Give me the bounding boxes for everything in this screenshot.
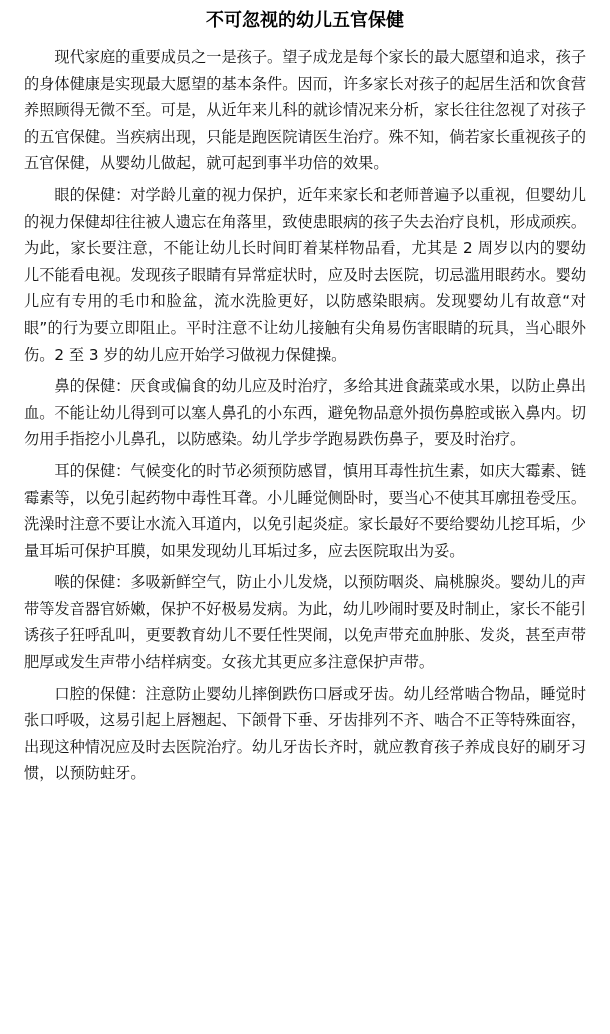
paragraph-nose-care: 鼻的保健：厌食或偏食的幼儿应及时治疗，多给其进食蔬菜或水果，以防止鼻出血。不能让幼儿得到可以塞人鼻孔的小东西，避免物品意外损伤鼻腔或嵌入鼻内。切勿用手指挖小儿鼻孔，以防感染。幼儿学步学跑易跌伤鼻子，要及时治疗。	[24, 377, 586, 449]
paragraph-throat-care: 喉的保健：多吸新鲜空气，防止小儿发烧，以预防咽炎、扁桃腺炎。婴幼儿的声带等发音器官娇嫩，保护不好极易发病。为此，幼儿吵闹时要及时制止，家长不能引诱孩子狂呼乱叫，更要教育幼儿不要任性哭闹，以免声带充血肿胀、发炎，甚至声带肥厚或发生声带小结样病变。女孩尤其更应多注意保护声带。	[24, 573, 586, 672]
paragraph-ear-care: 耳的保健：气候变化的时节必须预防感冒，慎用耳毒性抗生素，如庆大霉素、链霉素等，以免引起药物中毒性耳聋。小儿睡觉侧卧时，要当心不使其耳廓扭卷受压。洗澡时注意不要让水流入耳道内，以免引起炎症。家长最好不要给婴幼儿挖耳垢，少量耳垢可保护耳膜，如果发现幼儿耳垢过多，应去医院取出为妥。	[24, 461, 586, 560]
paragraph-eye-care: 眼的保健：对学龄儿童的视力保护，近年来家长和老师普遍予以重视，但婴幼儿的视力保健却往往被人遗忘在角落里，致使患眼病的孩子失去治疗良机，形成顽疾。为此，家长要注意，不能让幼儿长时间盯着某样物品看，尤其是 2 周岁以内的婴幼儿不能看电视。发现孩子眼睛有异常症状时，应及时去医院，切忌滥用眼药水。婴幼儿应有专用的毛巾和脸盆，流水洗脸更好，以防感染眼病。发现婴幼儿有故意“对眼”的行为要立即阻止。平时注意不让幼儿接触有尖角易伤害眼睛的玩具，当心眼外伤。2 至 3 岁的幼儿应开始学习做视力保健操。	[24, 185, 586, 364]
paragraph-intro: 现代家庭的重要成员之一是孩子。望子成龙是每个家长的最大愿望和追求，孩子的身体健康是实现最大愿望的基本条件。因而，许多家长对孩子的起居生活和饮食营养照顾得无微不至。可是，从近年来儿科的就诊情况来分析，家长往往忽视了对孩子的五官保健。当疾病出现，只能是跑医院请医生治疗。殊不知，倘若家长重视孩子的五官保健，从婴幼儿做起，就可起到事半功倍的效果。	[24, 48, 586, 173]
page-title: 不可忽视的幼儿五官保健	[206, 10, 404, 31]
paragraph-mouth-care: 口腔的保健：注意防止婴幼儿摔倒跌伤口唇或牙齿。幼儿经常啮合物品，睡觉时张口呼吸，这易引起上唇翘起、下颌骨下垂、牙齿排列不齐、啮合不正等特殊面容，出现这种情况应及时去医院治疗。幼儿牙齿长齐时，就应教育孩子养成良好的刷牙习惯，以预防蛀牙。	[24, 684, 586, 783]
